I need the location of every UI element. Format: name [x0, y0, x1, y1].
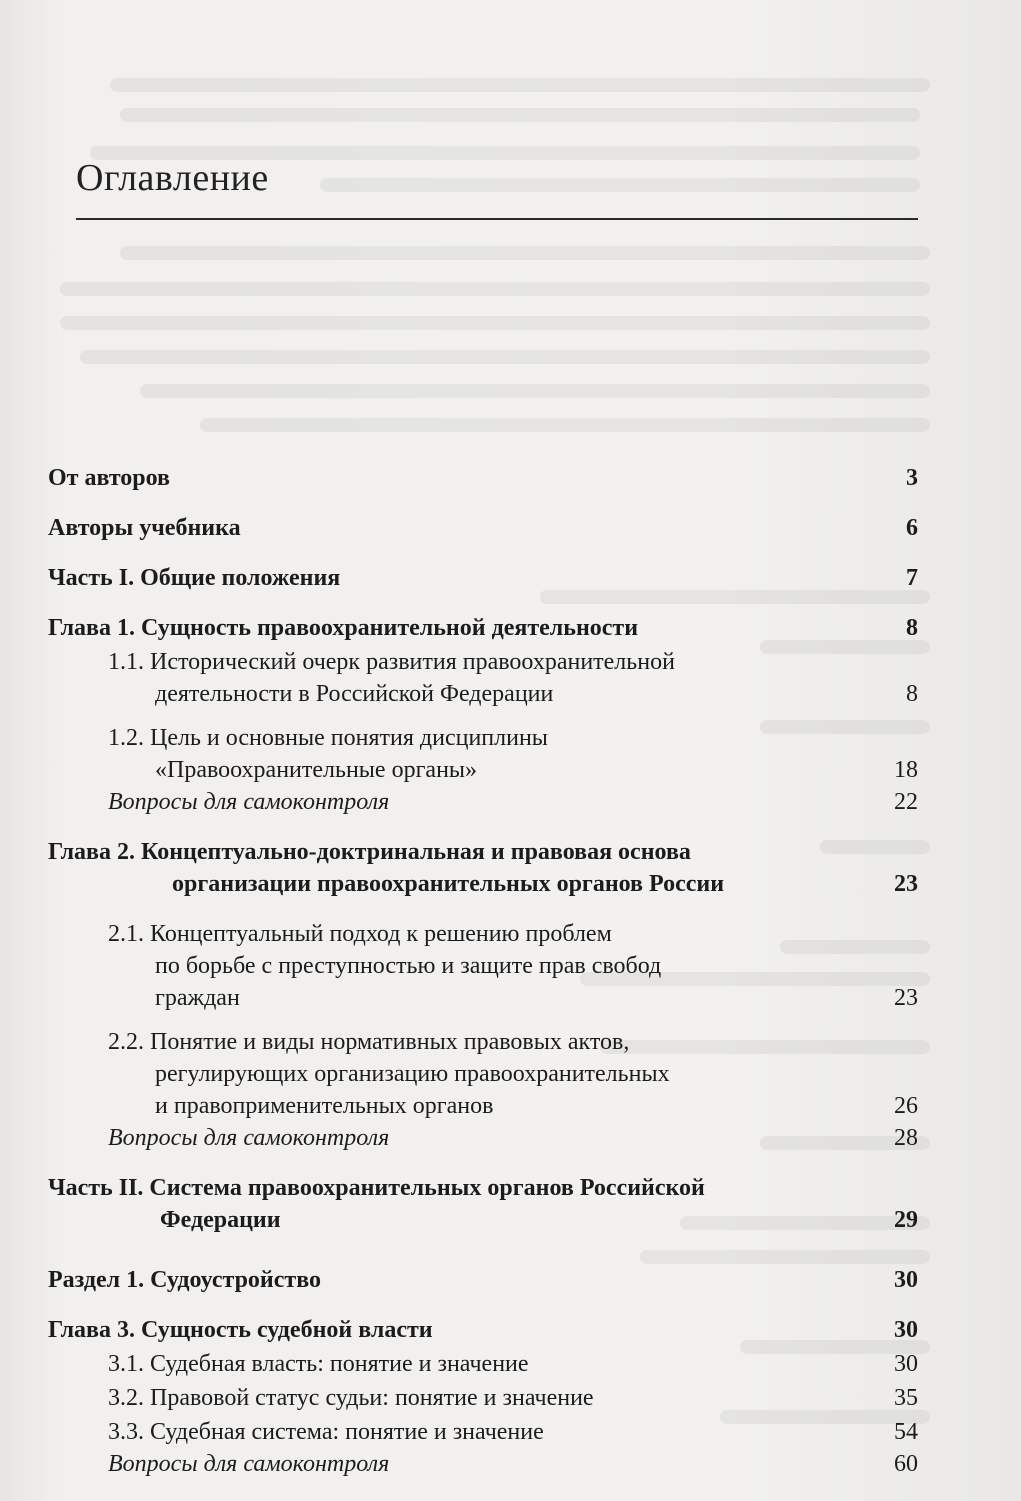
entry-text: Раздел 1. Судоустройство — [48, 1267, 321, 1293]
entry-text-line-1: 2.2. Понятие и виды нормативных правовых актов, — [108, 1029, 630, 1055]
page-number: 18 — [894, 757, 918, 783]
toc-title: Оглавление — [76, 157, 269, 199]
toc-entry-section-2-2[interactable] — [48, 1026, 918, 1122]
entry-text: Глава 3. Сущность судебной власти — [48, 1317, 433, 1343]
page-number: 3 — [906, 465, 918, 491]
title-rule — [76, 218, 918, 220]
toc-entry-from-authors[interactable] — [48, 462, 918, 494]
page-number: 60 — [894, 1451, 918, 1477]
entry-text: Вопросы для самоконтроля — [108, 789, 390, 815]
entry-text-line-2: деятельности в Российской Федерации — [155, 681, 554, 707]
page-number: 30 — [894, 1267, 918, 1293]
toc-entry-chapter-3[interactable] — [48, 1314, 918, 1346]
entry-text-line-2: по борьбе с преступностью и защите прав свобод — [155, 953, 662, 979]
toc-entry-questions-ch1[interactable] — [48, 786, 918, 818]
page-number: 30 — [894, 1351, 918, 1377]
page-number: 8 — [906, 681, 918, 707]
toc-entry-section-3-1[interactable] — [48, 1348, 918, 1380]
entry-text: От авторов — [48, 465, 171, 491]
page-number: 28 — [894, 1125, 918, 1151]
toc-entry-chapter-1[interactable] — [48, 612, 918, 644]
entry-text-line-1: 1.2. Цель и основные понятия дисциплины — [108, 725, 548, 751]
entry-text-line-1: Глава 2. Концептуально-доктринальная и правовая основа — [48, 839, 691, 865]
page-number: 54 — [894, 1419, 918, 1445]
entry-text-line-3: граждан — [155, 985, 240, 1011]
entry-text-line-2: «Правоохранительные органы» — [155, 757, 478, 783]
toc-entry-chapter-2[interactable] — [48, 836, 918, 900]
entry-text-line-1: 2.1. Концептуальный подход к решению проблем — [108, 921, 612, 947]
page-number: 23 — [894, 985, 918, 1011]
entry-text-line-2: регулирующих организацию правоохранительных — [155, 1061, 670, 1087]
entry-text: 3.2. Правовой статус судьи: понятие и значение — [108, 1385, 594, 1411]
toc-entry-part-2[interactable] — [48, 1172, 918, 1236]
entry-text: 3.1. Судебная власть: понятие и значение — [108, 1351, 529, 1377]
entry-text-line-3: и правоприменительных органов — [155, 1093, 494, 1119]
toc-entry-part-1[interactable] — [48, 562, 918, 594]
toc-entry-section-1-1[interactable] — [48, 646, 918, 710]
page-number: 29 — [894, 1207, 918, 1233]
toc-entry-section-3-3[interactable] — [48, 1416, 918, 1448]
toc-entry-questions-ch3[interactable] — [48, 1448, 918, 1480]
table-of-contents — [48, 462, 918, 1480]
entry-text: Вопросы для самоконтроля — [108, 1451, 390, 1477]
page-number: 7 — [906, 565, 918, 591]
entry-text-line-2: организации правоохранительных органов России — [172, 871, 725, 897]
toc-entry-section-1-2[interactable] — [48, 722, 918, 786]
page-number: 30 — [894, 1317, 918, 1343]
toc-entry-section-3-2[interactable] — [48, 1382, 918, 1414]
toc-entry-questions-ch2[interactable] — [48, 1122, 918, 1154]
toc-entry-division-1[interactable] — [48, 1264, 918, 1296]
entry-text: Часть I. Общие положения — [48, 565, 341, 591]
entry-text-line-2: Федерации — [160, 1207, 281, 1233]
toc-entry-textbook-authors[interactable] — [48, 512, 918, 544]
entry-text: Глава 1. Сущность правоохранительной деятельности — [48, 615, 639, 641]
toc-entry-section-2-1[interactable] — [48, 918, 918, 1014]
page-number: 6 — [906, 515, 918, 541]
entry-text: 3.3. Судебная система: понятие и значение — [108, 1419, 544, 1445]
page-number: 22 — [894, 789, 918, 815]
page-number: 35 — [894, 1385, 918, 1411]
entry-text-line-1: Часть II. Система правоохранительных органов Российской — [48, 1175, 705, 1201]
page-number: 23 — [894, 871, 918, 897]
page-number: 26 — [894, 1093, 918, 1119]
entry-text-line-1: 1.1. Исторический очерк развития правоохранительной — [108, 649, 675, 675]
entry-text: Авторы учебника — [48, 515, 241, 541]
entry-text: Вопросы для самоконтроля — [108, 1125, 390, 1151]
page-number: 8 — [906, 615, 918, 641]
